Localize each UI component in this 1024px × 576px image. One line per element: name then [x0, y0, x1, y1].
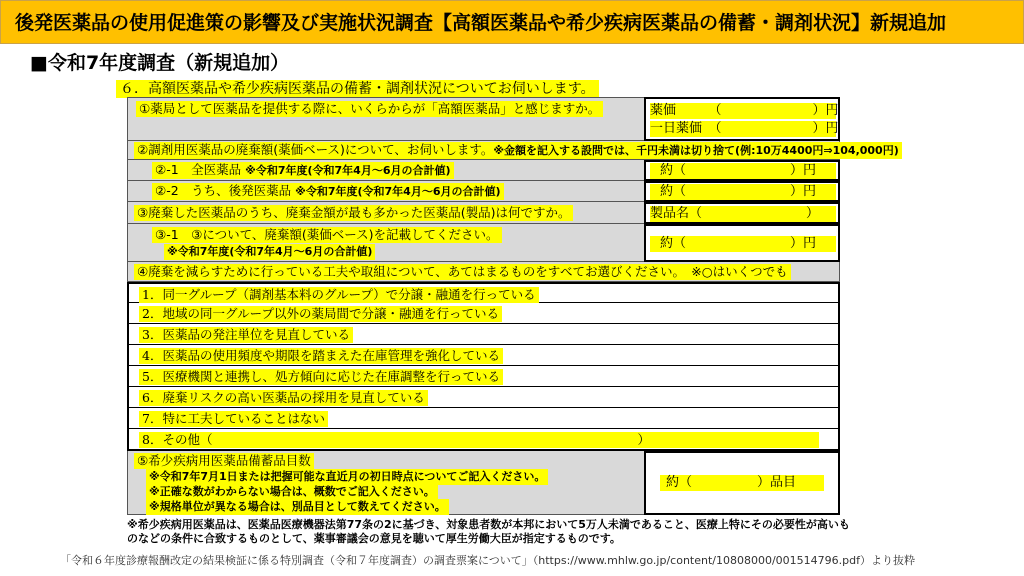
section-subtitle: ■令和7年度調査（新規追加） — [30, 52, 290, 74]
q4-option-5[interactable] — [127, 366, 840, 387]
q3-1-answer[interactable]: 約（ ）円 — [650, 236, 836, 252]
q1-answer-box[interactable] — [644, 97, 840, 141]
q4-option-8-label: 8．その他（ ） — [139, 432, 819, 448]
q2-1-note: ※令和7年度(令和7年4月～6月の合計値) — [245, 164, 451, 177]
question-6-heading: ６．高額医薬品や希少疾病医薬品の備蓄・調剤状況についてお伺いします。 — [116, 80, 599, 98]
q1-label: ①薬局として医薬品を提供する際に、いくらからが「高額医薬品」と感じますか。 — [136, 101, 603, 117]
q4-row — [127, 262, 840, 282]
q4-option-2-label: 2．地域の同一グループ以外の薬局間で分譲・融通を行っている — [139, 306, 502, 322]
q4-label: ④廃棄を減らすために行っている工夫や取組について、あてはまるものをすべてお選びください。 ※○はいくつでも — [134, 264, 791, 280]
q2-2-answer-box[interactable] — [644, 181, 840, 202]
q2-2-label: ②-2 うち、後発医薬品 ※令和7年度(令和7年4月～6月の合計値) — [152, 183, 504, 200]
q3-1-note: ※令和7年度(令和7年4月～6月の合計値) — [164, 244, 375, 260]
q5-answer-box[interactable] — [644, 451, 840, 515]
q2-label: ②調剤用医薬品の廃棄額(薬価ベース)について、お伺いします。※金額を記入する設問では、千円未満は切り捨て(例:10万4400円⇒104,000円) — [134, 142, 902, 159]
q4-option-6-label: 6．廃棄リスクの高い医薬品の採用を見直している — [139, 390, 428, 406]
q4-option-1-label: 1．同一グループ（調剤基本料のグループ）で分譲・融通を行っている — [139, 287, 539, 303]
q2-note: ※金額を記入する設問では、千円未満は切り捨て(例:10万4400円⇒104,000円) — [493, 144, 899, 157]
q4-option-7[interactable] — [127, 408, 840, 429]
q2-1-answer-box[interactable] — [644, 160, 840, 181]
q3-1-label: ③-1 ③について、廃棄額(薬価ベース)を記載してください。 — [152, 227, 502, 243]
q4-option-4-label: 4．医薬品の使用頻度や期限を踏まえた在庫管理を強化している — [139, 348, 503, 364]
q5-label: ⑤希少疾病用医薬品備蓄品目数 — [134, 453, 314, 469]
q3-answer-box[interactable] — [644, 202, 840, 224]
page-title-bar — [0, 0, 1024, 44]
q4-option-3[interactable] — [127, 324, 840, 345]
q4-option-3-label: 3．医薬品の発注単位を見直している — [139, 327, 353, 343]
q5-answer[interactable]: 約（ ）品目 — [660, 475, 824, 491]
q2-1-answer[interactable]: 約（ ）円 — [650, 163, 836, 179]
q3-answer[interactable]: 製品名（ ） — [650, 206, 836, 222]
q4-option-1[interactable] — [127, 282, 840, 303]
q4-option-5-label: 5．医療機関と連携し、処方傾向に応じた在庫調整を行っている — [139, 369, 503, 385]
q5-note-3: ※規格単位が異なる場合は、別品目として数えてください。 — [146, 499, 449, 515]
q3-label: ③廃棄した医薬品のうち、廃棄金額が最も多かった医薬品(製品)は何ですか。 — [134, 205, 573, 221]
q1-answer-daily-price[interactable]: 一日薬価 （ ）円 — [650, 121, 839, 136]
q5-note-2: ※正確な数がわからない場合は、概数でご記入ください。 — [146, 484, 438, 500]
q2-1-label: ②-1 全医薬品 ※令和7年度(令和7年4月～6月の合計値) — [152, 162, 454, 179]
q1-answer-price[interactable]: 薬価 （ ）円 — [650, 103, 839, 118]
q2-2-note: ※令和7年度(令和7年4月～6月の合計値) — [295, 185, 501, 198]
q4-option-6[interactable] — [127, 387, 840, 408]
q2-row — [127, 141, 899, 160]
q5-note-1: ※令和7年7月1日または把握可能な直近月の初日時点についてご記入ください。 — [146, 469, 548, 485]
q4-option-8[interactable] — [127, 429, 840, 451]
q4-option-2[interactable] — [127, 303, 840, 324]
q2-2-answer[interactable]: 約（ ）円 — [650, 184, 836, 200]
page-title: 後発医薬品の使用促進策の影響及び実施状況調査【高額医薬品や希少疾病医薬品の備蓄・調剤状況】新規追加 — [15, 12, 947, 34]
q4-option-4[interactable] — [127, 345, 840, 366]
source-citation: 「令和６年度診療報酬改定の結果検証に係る特別調査（令和７年度調査）の調査票案について」（https://www.mhlw.go.jp/content/10808000/001514796.pdf）より抜粋 — [60, 554, 916, 567]
footnote-line-1: ※希少疾病用医薬品は、医薬品医療機器法第77条の2に基づき、対象患者数が本邦において5万人未満であること、医療上特にその必要性が高いも — [127, 518, 850, 531]
q3-1-answer-box[interactable] — [644, 224, 840, 262]
footnote-line-2: のなどの条件に合致するものとして、薬事審議会の意見を聴いて厚生労働大臣が指定するものです。 — [127, 532, 621, 545]
q4-note: ※○はいくつでも — [691, 264, 788, 279]
q4-option-7-label: 7．特に工夫していることはない — [139, 411, 328, 427]
